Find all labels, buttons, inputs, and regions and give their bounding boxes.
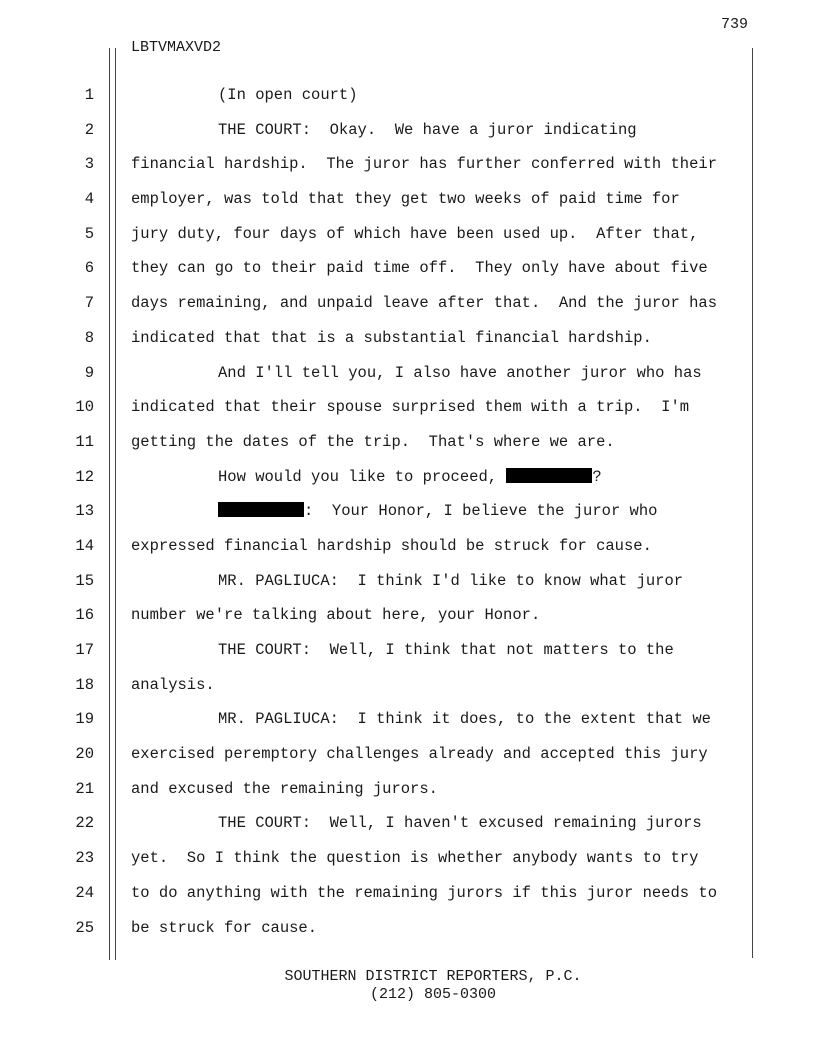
- transcript-line: [0, 425, 816, 460]
- line-number: 15: [75, 571, 94, 590]
- line-text-segment: indicated that their spouse surprised them with a trip. I'm: [131, 398, 690, 417]
- transcript-line: [0, 668, 816, 703]
- line-text: [131, 390, 689, 425]
- reporter-phone: (212) 805-0300: [369, 986, 497, 1003]
- transcript-lines: [0, 78, 816, 945]
- line-text: [218, 806, 702, 841]
- transcript-line: [0, 182, 816, 217]
- line-text: [218, 78, 358, 113]
- line-text: [131, 425, 615, 460]
- line-number: 4: [84, 190, 94, 209]
- transcript-line: [0, 911, 816, 946]
- line-text-segment: expressed financial hardship should be struck for cause.: [131, 536, 652, 555]
- line-text: [131, 321, 652, 356]
- line-number: 12: [75, 467, 94, 486]
- line-text-segment: How would you like to proceed,: [218, 467, 507, 486]
- transcript-line: [0, 356, 816, 391]
- line-text: [218, 702, 711, 737]
- footer: [0, 968, 816, 1004]
- line-number: 8: [84, 328, 94, 347]
- transcript-line: [0, 390, 816, 425]
- line-text: [131, 286, 717, 321]
- line-text-segment: And I'll tell you, I also have another juror who has: [218, 363, 702, 382]
- line-number: 24: [75, 883, 94, 902]
- line-number: 20: [75, 745, 94, 764]
- line-number: 18: [75, 675, 94, 694]
- line-number: 13: [75, 502, 94, 521]
- transcript-line: [0, 633, 816, 668]
- transcript-line: [0, 286, 816, 321]
- line-text-segment: analysis.: [131, 675, 215, 694]
- line-number: 5: [84, 224, 94, 243]
- line-text: [131, 876, 717, 911]
- line-text-segment: MR. PAGLIUCA: I think I'd like to know what juror: [218, 571, 684, 590]
- line-text: [131, 841, 698, 876]
- transcript-line: [0, 737, 816, 772]
- line-text: [131, 182, 680, 217]
- reporter-name: SOUTHERN DISTRICT REPORTERS, P.C.: [284, 968, 582, 985]
- transcript-line: [0, 702, 816, 737]
- line-text: [131, 147, 717, 182]
- transcript-line: [0, 564, 816, 599]
- line-text-segment: MR. PAGLIUCA: I think it does, to the extent that we: [218, 710, 711, 729]
- transcript-line: [0, 217, 816, 252]
- transcript-line: [0, 806, 816, 841]
- line-text: [131, 737, 708, 772]
- line-text: [218, 356, 702, 391]
- line-number: 2: [84, 120, 94, 139]
- transcript-line: [0, 876, 816, 911]
- line-number: 19: [75, 710, 94, 729]
- line-text-segment: and excused the remaining jurors.: [131, 779, 438, 798]
- page-number: 739: [720, 16, 748, 33]
- line-text-segment: THE COURT: Well, I haven't excused remaining jurors: [218, 814, 702, 833]
- line-number: 17: [75, 641, 94, 659]
- line-text-segment: : Your Honor, I believe the juror who: [304, 502, 658, 521]
- line-text: [131, 772, 438, 807]
- line-text-segment: days remaining, and unpaid leave after that. And the juror has: [131, 294, 717, 313]
- line-text: [131, 217, 698, 252]
- line-text: [218, 494, 657, 529]
- line-number: 10: [75, 398, 94, 417]
- line-text-segment: getting the dates of the trip. That's where we are.: [131, 432, 615, 451]
- line-number: 25: [75, 918, 94, 937]
- transcript-line: [0, 78, 816, 113]
- line-text-segment: indicated that that is a substantial financial hardship.: [131, 328, 652, 347]
- line-number: 14: [75, 536, 94, 555]
- line-number: 11: [75, 432, 94, 451]
- line-text-segment: be struck for cause.: [131, 918, 318, 937]
- line-text-segment: exercised peremptory challenges already and accepted this jury: [131, 745, 708, 764]
- line-text: [131, 251, 708, 286]
- line-text-segment: financial hardship. The juror has further conferred with their: [131, 155, 717, 174]
- line-text-segment: yet. So I think the question is whether anybody wants to try: [131, 849, 699, 868]
- line-text: [131, 598, 540, 633]
- line-number: 23: [75, 849, 94, 868]
- line-text-segment: employer, was told that they get two weeks of paid time for: [131, 190, 680, 209]
- transcript-line: [0, 147, 816, 182]
- line-text-segment: they can go to their paid time off. They only have about five: [131, 259, 708, 278]
- line-text: [218, 113, 637, 148]
- transcript-line: [0, 841, 816, 876]
- transcript-line: [0, 460, 816, 495]
- line-text: [218, 564, 683, 599]
- line-text: [131, 668, 215, 703]
- line-number: 21: [75, 779, 94, 798]
- line-text-segment: THE COURT: Well, I think that not matters to the: [218, 641, 674, 659]
- line-number: 1: [84, 86, 94, 104]
- line-text-segment: to do anything with the remaining jurors if this juror needs to: [131, 883, 717, 902]
- line-text: [218, 460, 602, 495]
- line-text-segment: number we're talking about here, your Honor.: [131, 606, 541, 625]
- line-number: 7: [84, 294, 94, 313]
- redaction-block: [506, 468, 592, 483]
- transcript-line: [0, 494, 816, 529]
- line-text: [131, 911, 317, 946]
- line-text-segment: THE COURT: Okay. We have a juror indicating: [218, 120, 637, 139]
- redaction-block: [218, 502, 304, 517]
- line-text-segment: (In open court): [218, 86, 358, 104]
- line-number: 22: [75, 814, 94, 833]
- line-text: [218, 633, 674, 668]
- line-text: [131, 529, 652, 564]
- transcript-line: [0, 598, 816, 633]
- line-number: 9: [84, 363, 94, 382]
- transcript-line: [0, 113, 816, 148]
- transcript-line: [0, 321, 816, 356]
- transcript-line: [0, 529, 816, 564]
- line-number: 3: [84, 155, 94, 174]
- transcript-line: [0, 251, 816, 286]
- transcript-line: [0, 772, 816, 807]
- line-number: 6: [84, 259, 94, 278]
- line-text-segment: jury duty, four days of which have been used up. After that,: [131, 224, 699, 243]
- line-text-segment: ?: [592, 467, 602, 486]
- line-number: 16: [75, 606, 94, 625]
- case-code: LBTVMAXVD2: [131, 39, 222, 56]
